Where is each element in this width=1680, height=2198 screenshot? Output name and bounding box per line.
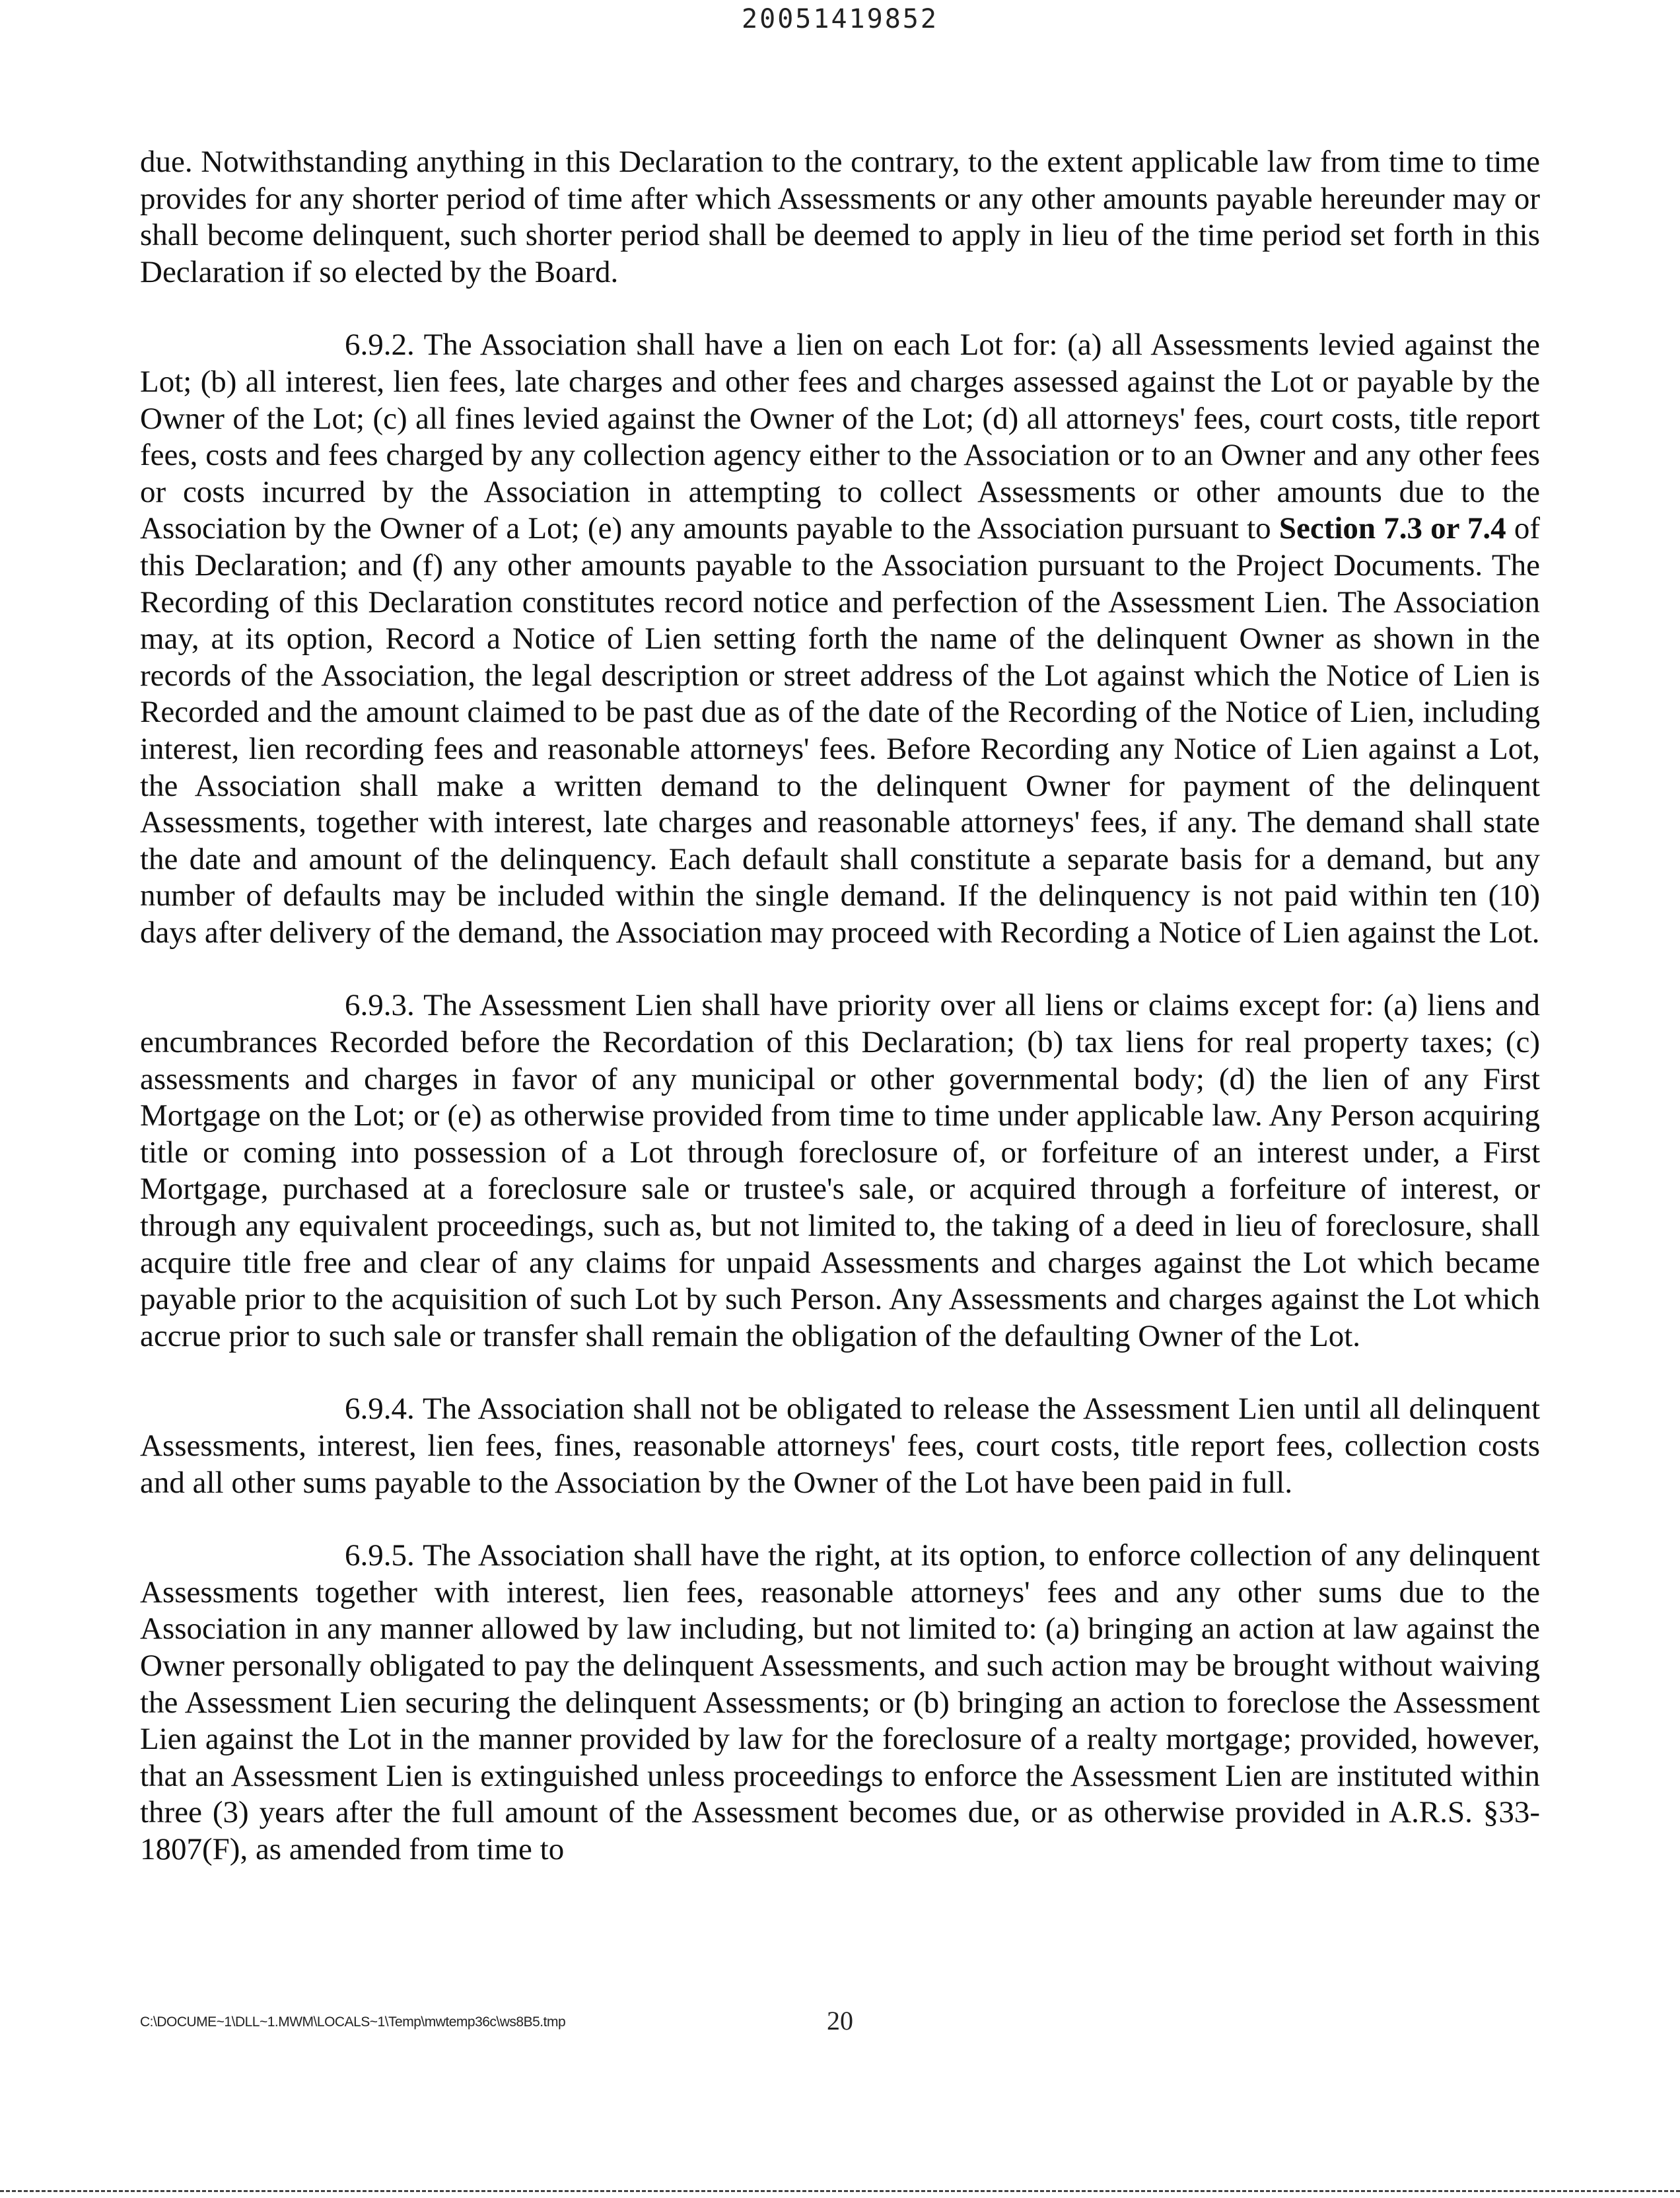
paragraph-continuation: due. Notwithstanding anything in this Declaration to the contrary, to the extent applicable law from time to time provides for any shorter period of time after which Assessments or any other amounts payable hereunder may or shall become delinquent, such shorter period shall be deemed to apply in lieu of the time period set forth in this Declaration if so elected by the Board. [140, 145, 1540, 289]
paragraph-6-9-3: 6.9.3. The Assessment Lien shall have priority over all liens or claims except for: (a) liens and encumbrances Recorded before the Recordation of this Declaration; (b) tax liens for real property taxes; (c) assessments and charges in favor of any municipal or other governmental body; (d) the lien of any First Mortgage on the Lot; or (e) as otherwise provided from time to time under applicable law. Any Person acquiring title or coming into possession of a Lot through foreclosure of, or forfeiture of an interest under, a First Mortgage, purchased at a foreclosure sale or trustee's sale, or acquired through a forfeiture of interest, or through any equivalent proceedings, such as, but not limited to, the taking of a deed in lieu of foreclosure, shall acquire title free and clear of any claims for unpaid Assessments and charges against the Lot which became payable prior to the acquisition of such Lot by such Person. Any Assessments and charges against the Lot which accrue prior to such sale or transfer shall remain the obligation of the defaulting Owner of the Lot. [140, 988, 1540, 1353]
footer-file-path: C:\DOCUME~1\DLL~1.MWM\LOCALS~1\Temp\mwtemp36c\ws8B5.tmp [140, 2014, 566, 2030]
paragraph-6-9-4: 6.9.4. The Association shall not be obligated to release the Assessment Lien until all delinquent Assessments, interest, lien fees, fines, reasonable attorneys' fees, court costs, title report fees, collection costs and all other sums payable to the Association by the Owner of the Lot have been paid in full. [140, 1392, 1540, 1500]
document-body [140, 144, 1540, 1905]
section-reference: Section 7.3 or 7.4 [1278, 511, 1506, 546]
paragraph-6-9-2-text-end: of this Declaration; and (f) any other amounts payable to the Association pursuant to the Project Documents. The Recording of this Declaration constitutes record notice and perfection of the Assessment Lien. The Association may, at its option, Record a Notice of Lien setting forth the name of the delinquent Owner as shown in the records of the Association, the legal description or street address of the Lot against which the Notice of Lien is Recorded and the amount claimed to be past due as of the date of the Recording of the Notice of Lien, including interest, lien recording fees and reasonable attorneys' fees. Before Recording any Notice of Lien against a Lot, the Association shall make a written demand to the delinquent Owner for payment of the delinquent Assessments, together with interest, late charges and reasonable attorneys' fees, if any. The demand shall state the date and amount of the delinquency. Each default shall constitute a separate basis for a demand, but any number of defaults may be included within the single demand. If the delinquency is not paid within ten (10) days after delivery of the demand, the Association may proceed with Recording a Notice of Lien against the Lot. [140, 511, 1540, 950]
paragraph-6-9-2-text-start: 6.9.2. The Association shall have a lien on each Lot for: (a) all Assessments levied against the Lot; (b) all interest, lien fees, late charges and other fees and charges assessed against the Lot or payable by the Owner of the Lot; (c) all fines levied against the Owner of the Lot; (d) all attorneys' fees, court costs, title report fees, costs and fees charged by any collection agency either to the Association or to an Owner and any other fees or costs incurred by the Association in attempting to collect Assessments or other amounts due to the Association by the Owner of a Lot; (e) any amounts payable to the Association pursuant to [140, 328, 1540, 546]
paragraph-6-9-5: 6.9.5. The Association shall have the right, at its option, to enforce collection of any delinquent Assessments together with interest, lien fees, reasonable attorneys' fees and any other sums due to the Association in any manner allowed by law including, but not limited to: (a) bringing an action at law against the Owner personally obligated to pay the delinquent Assessments, and such action may be brought without waiving the Assessment Lien securing the delinquent Assessments; or (b) bringing an action to foreclose the Assessment Lien against the Lot in the manner provided by law for the foreclosure of a realty mortgage; provided, however, that an Assessment Lien is extinguished unless proceedings to enforce the Assessment Lien are instituted within three (3) years after the full amount of the Assessment becomes due, or as otherwise provided in A.R.S. §33-1807(F), as amended from time to [140, 1538, 1540, 1866]
paragraph-6-9-2 [140, 327, 1540, 951]
document-number: 20051419852 [742, 4, 938, 34]
bottom-divider [0, 2190, 1680, 2192]
page-number: 20 [827, 2006, 853, 2036]
